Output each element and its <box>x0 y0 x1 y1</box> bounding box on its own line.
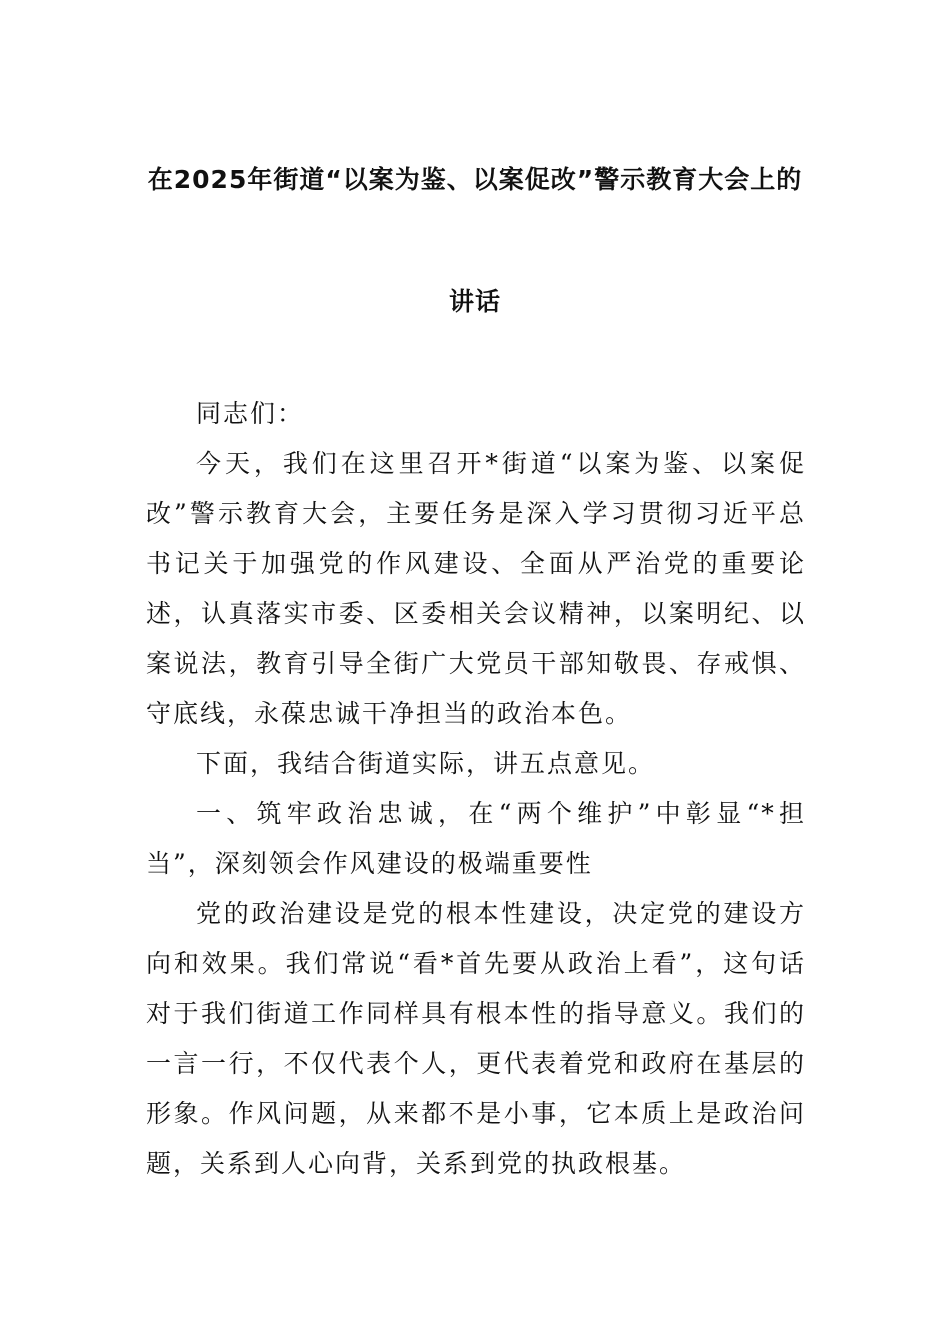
body-paragraph: 今天，我们在这里召开*街道“以案为鉴、以案促改”警示教育大会，主要任务是深入学习贯彻习近平总书记关于加强党的作风建设、全面从严治党的重要论述，认真落实市委、区委相关会议精神，以案明纪、以案说法，教育引导全街广大党员干部知敬畏、存戒惧、守底线，永葆忠诚干净担当的政治本色。 <box>146 449 806 728</box>
section-heading-paragraph: 一、筑牢政治忠诚，在“两个维护”中彰显“*担当”，深刻领会作风建设的极端重要性 <box>146 799 806 878</box>
body-paragraph: 党的政治建设是党的根本性建设，决定党的建设方向和效果。我们常说“看*首先要从政治上看”，这句话对于我们街道工作同样具有根本性的指导意义。我们的一言一行，不仅代表个人，更代表着党和政府在基层的形象。作风问题，从来都不是小事，它本质上是政治问题，关系到人心向背，关系到党的执政根基。 <box>146 899 806 1178</box>
document-body <box>146 389 806 1189</box>
salutation-paragraph: 同志们： <box>196 399 305 428</box>
document-title-line-1: 在2025年街道“以案为鉴、以案促改”警示教育大会上的 <box>147 165 803 194</box>
body-paragraph: 下面，我结合街道实际，讲五点意见。 <box>196 749 656 778</box>
document-title-line-2: 讲话 <box>448 287 501 316</box>
